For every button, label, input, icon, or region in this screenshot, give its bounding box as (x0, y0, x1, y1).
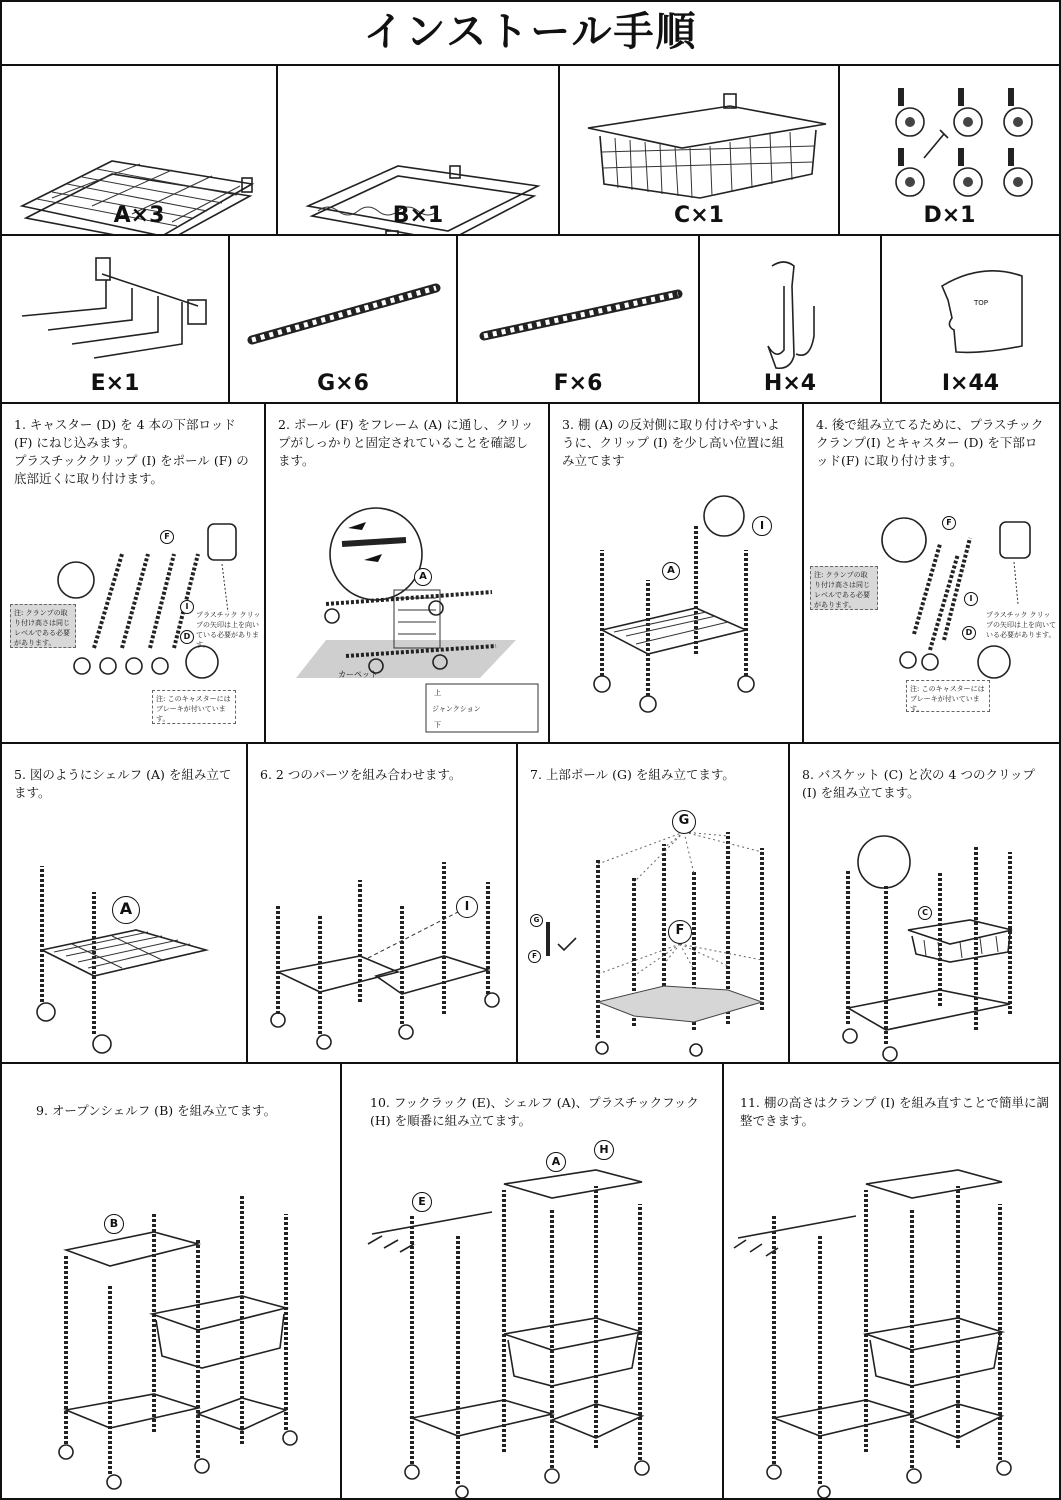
step-2-text: 2. ポール (F) をフレーム (A) に通し、クリップがしっかりと固定されていることを確認します。 (278, 417, 534, 468)
part-panel-d (838, 64, 1061, 236)
step-10-callout-e: E (412, 1192, 432, 1212)
step-1-callout-f: F (160, 530, 174, 544)
step-9-callout-b: B (104, 1214, 124, 1234)
step-4-text: 4. 後で組み立てるために、プラスチック クランプ(I) とキャスター (D) を下部ロッド(F) に取り付けます。 (816, 417, 1044, 468)
step-6-panel (246, 742, 518, 1064)
part-label-i: I×44 (941, 371, 1000, 396)
step-4-callout-i: I (964, 592, 978, 606)
step-1-note-clip-arrow: プラスチック クリップの矢印は上を向いている必要があります。 (196, 611, 261, 649)
step-1-note-clamp-level: 注: クランプの取り付け高さは同じレベルである必要があります。 (10, 604, 76, 648)
step-3-panel (548, 402, 804, 744)
step-4-note-clip-arrow: プラスチック クリップの矢印は上を向いている必要があります。 (986, 611, 1056, 639)
step-5-text: 5. 図のようにシェルフ (A) を組み立てます。 (14, 767, 232, 800)
step-9-panel (0, 1062, 342, 1500)
step-2-up-label: 上 (434, 689, 441, 697)
step-3-callout-a: A (662, 562, 680, 580)
part-label-a: A×3 (113, 203, 165, 228)
part-panel-f (456, 234, 700, 404)
step-7-callout-f: F (668, 920, 692, 944)
step-3-callout-i: I (752, 516, 772, 536)
step-2-carpet-label: カーペット (338, 670, 378, 679)
part-label-h: H×4 (763, 371, 817, 396)
step-1-callout-d: D (180, 630, 194, 644)
step-2-callout-a: A (414, 568, 432, 586)
step-1-callout-i: I (180, 600, 194, 614)
step-5-panel (0, 742, 248, 1064)
step-2-panel (264, 402, 550, 744)
part-panel-h (698, 234, 882, 404)
step-7-text: 7. 上部ポール (G) を組み立てます。 (530, 767, 735, 782)
step-9-text: 9. オープンシェルフ (B) を組み立てます。 (36, 1103, 277, 1118)
part-label-g: G×6 (317, 371, 369, 396)
step-4-note-clamp-level: 注: クランプの取り付け高さは同じレベルである必要があります。 (810, 566, 878, 610)
step-10-callout-h: H (594, 1140, 614, 1160)
step-6-callout-i: I (456, 896, 478, 918)
step-11-illustration (724, 1064, 1061, 1500)
step-4-note-caster-brake: 注: このキャスターにはブレーキが付いています。 (906, 680, 990, 712)
step-7-panel (516, 742, 790, 1064)
step-7-illustration (518, 744, 790, 1064)
step-10-callout-a: A (546, 1152, 566, 1172)
step-10-panel (340, 1062, 724, 1500)
part-panel-e (0, 234, 230, 404)
part-label-e: E×1 (90, 371, 140, 396)
part-label-c: C×1 (674, 203, 724, 228)
part-panel-i (880, 234, 1061, 404)
step-4-panel (802, 402, 1061, 744)
top-mark-label: TOP (974, 299, 989, 307)
step-10-text: 10. フックラック (E)、シェルフ (A)、プラスチックフック (H) を順番に組み立てます。 (370, 1095, 699, 1128)
step-5-callout-a: A (112, 896, 140, 924)
part-panel-b (276, 64, 560, 236)
step-11-panel (722, 1062, 1061, 1500)
step-9-illustration (2, 1064, 342, 1500)
step-3-text: 3. 棚 (A) の反対側に取り付けやすいように、クリップ (I) を少し高い位置に組み立てます (562, 417, 785, 468)
step-4-callout-d: D (962, 626, 976, 640)
step-1-text: 1. キャスター (D) を 4 本の下部ロッド (F) にねじ込みます。 プラスチッククリップ (I) をポール (F) の底部近くに取り付けます。 (14, 417, 249, 486)
part-label-f: F×6 (553, 371, 603, 396)
step-2-down-label: 下 (434, 721, 441, 729)
part-label-d: D×1 (923, 203, 976, 228)
step-6-text: 6. 2 つのパーツを組み合わせます。 (260, 767, 462, 782)
part-label-b: B×1 (392, 203, 444, 228)
part-panel-c (558, 64, 840, 236)
step-8-illustration (790, 744, 1061, 1064)
step-4-callout-f: F (942, 516, 956, 530)
step-1-panel (0, 402, 266, 744)
page-title (0, 0, 1061, 66)
step-7-callout-g-small: G (530, 914, 543, 927)
step-11-text: 11. 棚の高さはクランプ (I) を組み直すことで簡単に調整できます。 (740, 1095, 1049, 1128)
step-10-illustration (342, 1064, 724, 1500)
step-2-junction-label: ジャンクション (432, 705, 481, 713)
step-7-callout-f-small: F (528, 950, 541, 963)
step-2-illustration (266, 404, 550, 744)
part-panel-g (228, 234, 458, 404)
part-panel-a (0, 64, 278, 236)
step-8-text: 8. バスケット (C) と次の 4 つのクリップ (I) を組み立てます。 (802, 767, 1035, 800)
step-1-note-caster-brake: 注: このキャスターにはブレーキが付いています。 (152, 690, 236, 724)
title-text: インストール手順 (363, 8, 698, 55)
step-7-callout-g: G (672, 810, 696, 834)
step-8-panel (788, 742, 1061, 1064)
step-8-callout-c: C (918, 906, 932, 920)
